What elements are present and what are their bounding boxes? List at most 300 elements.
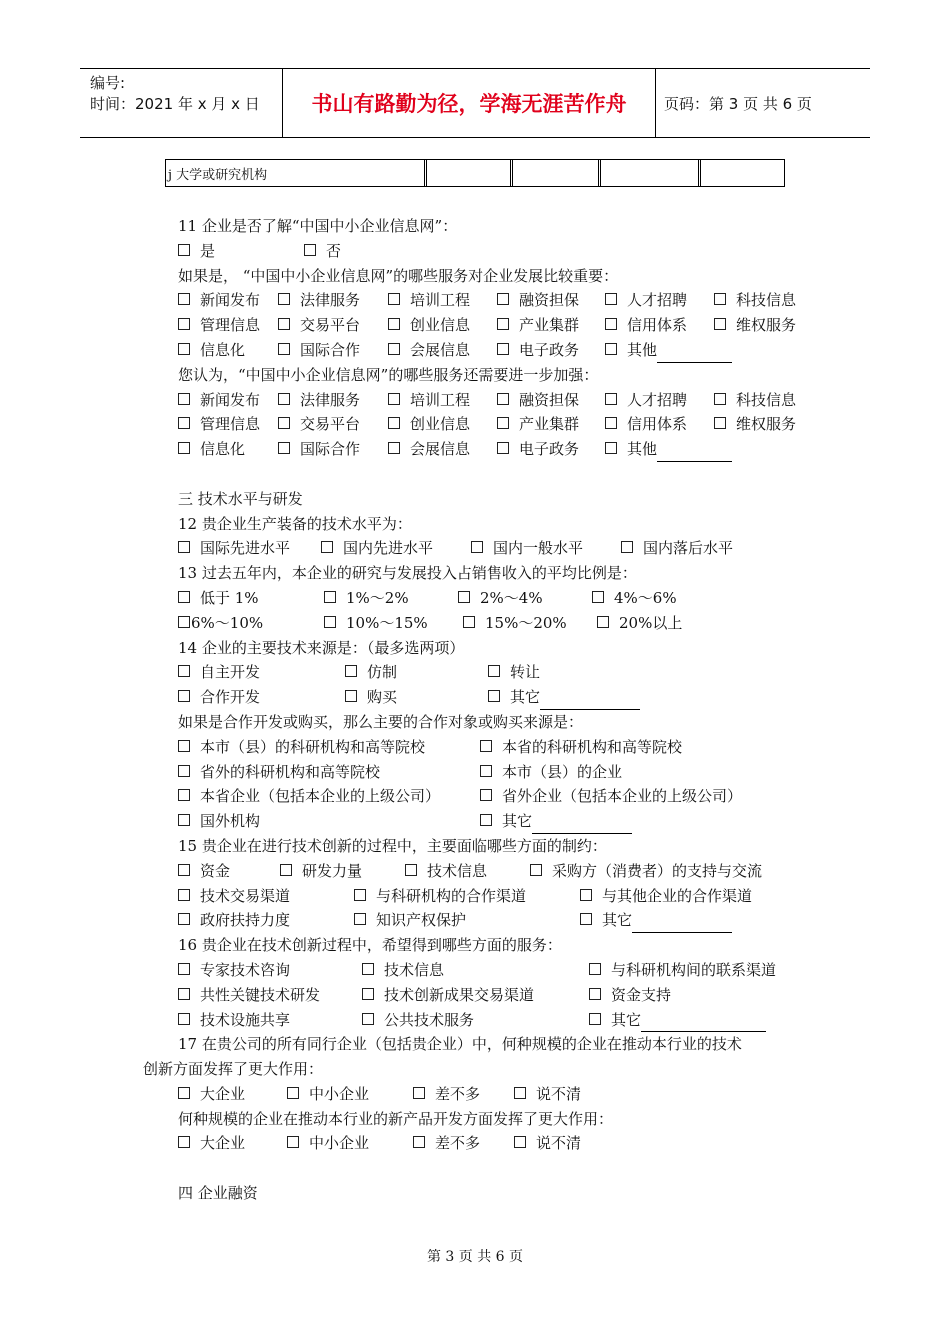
option-label: 会展信息 <box>410 340 471 359</box>
option-label: 法律服务 <box>300 390 361 409</box>
option-label: 培训工程 <box>410 390 471 409</box>
q15-options-row <box>143 859 823 884</box>
checkbox-option[interactable] <box>178 908 290 933</box>
q17-question-line1: 17 在贵公司的所有同行企业（包括贵企业）中，何种规模的企业在推动本行业的技术 <box>178 1035 742 1054</box>
checkbox[interactable] <box>514 1087 526 1099</box>
checkbox[interactable] <box>354 889 366 901</box>
checkbox[interactable] <box>488 665 500 677</box>
option-label: 2%～4% <box>480 588 543 607</box>
option-label: 技术信息 <box>384 960 445 979</box>
page-footer: 第 3 页 共 6 页 <box>426 1249 524 1265</box>
checkbox[interactable] <box>589 1013 601 1025</box>
checkbox[interactable] <box>178 740 190 752</box>
checkbox-option[interactable] <box>178 685 260 710</box>
table-cell <box>510 160 598 186</box>
checkbox[interactable] <box>497 393 509 405</box>
option-label: 管理信息 <box>200 415 261 434</box>
checkbox-option[interactable] <box>362 958 444 983</box>
option-label: 本市（县）的企业 <box>502 762 623 781</box>
checkbox-option[interactable] <box>388 338 470 363</box>
checkbox-option[interactable] <box>530 859 762 884</box>
services-row <box>143 288 823 313</box>
q15-question: 15 贵企业在进行技术创新的过程中，主要面临哪些方面的制约： <box>178 836 607 855</box>
q14-partners-row <box>143 760 823 785</box>
checkbox-option[interactable] <box>458 586 543 611</box>
option-label: 省外企业（包括本企业的上级公司） <box>502 787 743 806</box>
option-label: 专家技术咨询 <box>200 960 291 979</box>
checkbox[interactable] <box>592 591 604 603</box>
checkbox-option[interactable] <box>178 958 290 983</box>
checkbox-option[interactable] <box>321 536 433 561</box>
q14-partner-prompt: 如果是合作开发或购买，那么主要的合作对象或购买来源是： <box>178 712 584 731</box>
checkbox[interactable] <box>324 616 336 628</box>
checkbox-option[interactable] <box>354 884 526 909</box>
checkbox-option[interactable] <box>589 958 776 983</box>
checkbox[interactable] <box>362 963 374 975</box>
checkbox-option[interactable] <box>287 1131 369 1156</box>
table-cell <box>698 160 784 186</box>
checkbox[interactable] <box>178 889 190 901</box>
checkbox[interactable] <box>480 740 492 752</box>
checkbox-option[interactable] <box>388 388 470 413</box>
q13-options-row <box>143 586 823 611</box>
q11-strengthen-prompt: 您认为，“中国中小企业信息网”的哪些服务还需要进一步加强： <box>178 365 599 384</box>
option-label: 大企业 <box>200 1134 246 1153</box>
checkbox-option[interactable] <box>605 313 687 338</box>
option-label: 省外的科研机构和高等院校 <box>200 762 381 781</box>
checkbox[interactable] <box>530 864 542 876</box>
checkbox[interactable] <box>388 343 400 355</box>
checkbox-option[interactable] <box>621 536 733 561</box>
checkbox[interactable] <box>497 442 509 454</box>
services-row <box>143 313 823 338</box>
option-label: 差不多 <box>435 1084 481 1103</box>
fill-in-blank[interactable] <box>540 693 640 710</box>
checkbox[interactable] <box>605 393 617 405</box>
checkbox[interactable] <box>321 541 333 553</box>
checkbox-option[interactable] <box>589 1008 766 1033</box>
checkbox[interactable] <box>287 1136 299 1148</box>
checkbox[interactable] <box>388 442 400 454</box>
option-label: 会展信息 <box>410 440 471 459</box>
checkbox-option[interactable] <box>178 859 230 884</box>
checkbox[interactable] <box>714 318 726 330</box>
checkbox-option[interactable] <box>178 338 245 363</box>
checkbox-option[interactable] <box>413 1082 480 1107</box>
checkbox-option[interactable] <box>278 338 360 363</box>
option-label: 人才招聘 <box>627 291 688 310</box>
checkbox-option[interactable] <box>388 288 470 313</box>
fill-in-blank[interactable] <box>657 445 732 462</box>
q17-options <box>143 1082 823 1107</box>
q11-question: 11 企业是否了解“中国中小企业信息网”： <box>178 217 458 235</box>
checkbox-option[interactable] <box>388 313 470 338</box>
checkbox[interactable] <box>388 417 400 429</box>
checkbox[interactable] <box>178 293 190 305</box>
option-label: 管理信息 <box>200 316 261 335</box>
option-label: 信息化 <box>200 440 246 459</box>
checkbox[interactable] <box>354 913 366 925</box>
option-label: 信息化 <box>200 340 246 359</box>
checkbox[interactable] <box>178 1136 190 1148</box>
checkbox[interactable] <box>178 789 190 801</box>
checkbox-option[interactable] <box>178 1082 245 1107</box>
option-label: 科技信息 <box>736 291 797 310</box>
checkbox-option[interactable] <box>497 388 579 413</box>
number-label: 编号: <box>90 74 126 92</box>
checkbox-option[interactable] <box>514 1131 581 1156</box>
checkbox-option[interactable] <box>178 809 260 834</box>
checkbox-option[interactable] <box>178 288 260 313</box>
checkbox-option[interactable] <box>597 611 682 636</box>
checkbox[interactable] <box>488 690 500 702</box>
checkbox-option[interactable] <box>354 908 466 933</box>
section-3-title: 三 技术水平与研发 <box>178 489 303 508</box>
q14-partners-row <box>143 735 823 760</box>
q11-yes-option[interactable]: 是 <box>178 239 215 264</box>
option-label: 政府扶持力度 <box>200 911 291 930</box>
checkbox[interactable] <box>178 591 190 603</box>
checkbox[interactable] <box>178 343 190 355</box>
option-label: 转让 <box>510 663 541 682</box>
checkbox-option[interactable] <box>280 859 362 884</box>
option-label: 公共技术服务 <box>384 1010 475 1029</box>
checkbox[interactable] <box>178 393 190 405</box>
checkbox[interactable] <box>178 244 190 256</box>
checkbox[interactable] <box>178 541 190 553</box>
checkbox-option[interactable] <box>178 884 290 909</box>
q12-options <box>143 536 823 561</box>
services-row <box>143 412 823 437</box>
q14-question: 14 企业的主要技术来源是：（最多选两项） <box>178 638 465 657</box>
checkbox[interactable] <box>605 417 617 429</box>
option-label: 信用体系 <box>627 415 688 434</box>
checkbox-option[interactable] <box>178 735 425 760</box>
checkbox[interactable] <box>458 591 470 603</box>
checkbox-option[interactable] <box>497 437 579 462</box>
checkbox-option[interactable] <box>178 784 440 809</box>
table-cell <box>424 160 510 186</box>
checkbox-option[interactable] <box>178 983 320 1008</box>
fill-in-blank[interactable] <box>657 346 732 363</box>
checkbox-option[interactable] <box>362 983 534 1008</box>
option-label: 资金 <box>200 861 231 880</box>
option-label: 人才招聘 <box>627 390 688 409</box>
checkbox-option[interactable] <box>714 388 796 413</box>
option-label: 法律服务 <box>300 291 361 310</box>
checkbox[interactable] <box>324 591 336 603</box>
fill-in-blank[interactable] <box>632 916 732 933</box>
questionnaire-body <box>143 214 823 1206</box>
checkbox-option[interactable] <box>497 338 579 363</box>
checkbox-option[interactable] <box>362 1008 474 1033</box>
checkbox-option[interactable] <box>178 660 260 685</box>
checkbox-option[interactable] <box>514 1082 581 1107</box>
option-label: 仿制 <box>367 663 398 682</box>
q16-options-row <box>143 983 823 1008</box>
option-label: 低于 1% <box>200 588 259 607</box>
checkbox[interactable] <box>714 417 726 429</box>
checkbox-option[interactable] <box>278 288 360 313</box>
checkbox-option[interactable] <box>488 660 540 685</box>
checkbox-option[interactable] <box>497 412 579 437</box>
option-label: 说不清 <box>536 1084 582 1103</box>
option-label: 6%～10% <box>191 613 264 632</box>
table-row-label: j 大学或研究机构 <box>168 168 268 183</box>
checkbox[interactable] <box>388 293 400 305</box>
checkbox[interactable] <box>178 1013 190 1025</box>
carryover-table-row <box>165 159 785 187</box>
checkbox[interactable] <box>278 393 290 405</box>
services-row <box>143 437 823 462</box>
checkbox-option[interactable] <box>413 1131 480 1156</box>
checkbox-option[interactable] <box>178 536 290 561</box>
checkbox-option[interactable] <box>178 412 260 437</box>
option-label: 资金支持 <box>611 985 672 1004</box>
option-label: 新闻发布 <box>200 390 261 409</box>
option-label: 维权服务 <box>736 415 797 434</box>
checkbox[interactable] <box>413 1087 425 1099</box>
checkbox-option[interactable] <box>580 884 752 909</box>
checkbox-option[interactable] <box>287 1082 369 1107</box>
option-label: 融资担保 <box>519 390 580 409</box>
option-label: 中小企业 <box>309 1084 370 1103</box>
checkbox[interactable] <box>178 765 190 777</box>
checkbox-option[interactable] <box>178 388 260 413</box>
checkbox[interactable] <box>621 541 633 553</box>
checkbox[interactable] <box>278 343 290 355</box>
checkbox-option[interactable] <box>278 437 360 462</box>
option-label: 电子政务 <box>519 340 580 359</box>
fill-in-blank[interactable] <box>532 817 632 834</box>
checkbox[interactable] <box>178 988 190 1000</box>
option-label: 产业集群 <box>519 415 580 434</box>
checkbox-option[interactable] <box>714 288 796 313</box>
checkbox-option[interactable] <box>178 611 263 636</box>
checkbox[interactable] <box>345 690 357 702</box>
checkbox-option[interactable] <box>605 338 732 363</box>
checkbox-option[interactable] <box>345 660 397 685</box>
option-label: 新闻发布 <box>200 291 261 310</box>
page-header <box>80 68 870 138</box>
checkbox-option[interactable] <box>278 313 360 338</box>
checkbox[interactable] <box>471 541 483 553</box>
option-label: 大企业 <box>200 1084 246 1103</box>
checkbox[interactable] <box>580 913 592 925</box>
option-label: 国际合作 <box>300 440 361 459</box>
checkbox-option[interactable] <box>480 784 742 809</box>
checkbox-option[interactable] <box>589 983 671 1008</box>
checkbox[interactable] <box>178 1087 190 1099</box>
q14-options-row <box>143 660 823 685</box>
checkbox[interactable] <box>178 913 190 925</box>
option-label: 中小企业 <box>309 1134 370 1153</box>
checkbox[interactable] <box>178 690 190 702</box>
option-label: 国内落后水平 <box>643 539 734 558</box>
q17-question-line2: 创新方面发挥了更大作用： <box>143 1060 324 1079</box>
header-motto: 书山有路勤为径，学海无涯苦作舟 <box>283 69 656 137</box>
checkbox[interactable] <box>362 988 374 1000</box>
option-label: 电子政务 <box>519 440 580 459</box>
option-label: 信用体系 <box>627 316 688 335</box>
q16-options-row <box>143 958 823 983</box>
checkbox[interactable] <box>597 616 609 628</box>
checkbox[interactable] <box>178 442 190 454</box>
option-label: 共性关键技术研发 <box>200 985 321 1004</box>
checkbox-option[interactable] <box>178 313 260 338</box>
checkbox[interactable] <box>605 318 617 330</box>
option-label: 其它 <box>510 688 541 707</box>
checkbox[interactable] <box>178 963 190 975</box>
q16-options-row <box>143 1008 823 1033</box>
checkbox-option[interactable] <box>278 388 360 413</box>
checkbox[interactable] <box>287 1087 299 1099</box>
checkbox[interactable] <box>304 244 316 256</box>
checkbox[interactable] <box>178 665 190 677</box>
checkbox[interactable] <box>345 665 357 677</box>
checkbox[interactable] <box>605 442 617 454</box>
checkbox-option[interactable] <box>178 586 259 611</box>
checkbox[interactable] <box>714 393 726 405</box>
checkbox-option[interactable] <box>605 437 732 462</box>
checkbox[interactable] <box>480 789 492 801</box>
checkbox[interactable] <box>580 889 592 901</box>
checkbox-option[interactable] <box>178 437 245 462</box>
option-label: 科技信息 <box>736 390 797 409</box>
checkbox[interactable] <box>714 293 726 305</box>
checkbox[interactable] <box>388 318 400 330</box>
option-label: 技术交易渠道 <box>200 886 291 905</box>
checkbox-option[interactable] <box>714 412 796 437</box>
checkbox-option[interactable] <box>178 760 380 785</box>
checkbox[interactable] <box>178 814 190 826</box>
section-4-title: 四 企业融资 <box>178 1184 258 1203</box>
checkbox-option[interactable] <box>345 685 397 710</box>
checkbox[interactable] <box>278 442 290 454</box>
option-label: 采购方（消费者）的支持与交流 <box>552 861 763 880</box>
checkbox-option[interactable] <box>324 611 428 636</box>
checkbox[interactable] <box>405 864 417 876</box>
services-row <box>143 338 823 363</box>
option-label: 国际合作 <box>300 340 361 359</box>
q14-partners-row <box>143 784 823 809</box>
q15-options-row <box>143 908 823 933</box>
checkbox[interactable] <box>605 293 617 305</box>
checkbox-option[interactable] <box>580 908 732 933</box>
option-label: 交易平台 <box>300 415 361 434</box>
checkbox[interactable] <box>362 1013 374 1025</box>
option-label: 国际先进水平 <box>200 539 291 558</box>
checkbox-option[interactable] <box>388 437 470 462</box>
checkbox[interactable] <box>278 293 290 305</box>
checkbox[interactable] <box>514 1136 526 1148</box>
option-label: 差不多 <box>435 1134 481 1153</box>
option-label: 国外机构 <box>200 812 261 831</box>
checkbox[interactable] <box>589 963 601 975</box>
checkbox[interactable] <box>480 765 492 777</box>
option-label: 交易平台 <box>300 316 361 335</box>
option-label: 技术创新成果交易渠道 <box>384 985 535 1004</box>
q11-no-option[interactable]: 否 <box>304 239 341 264</box>
checkbox-option[interactable] <box>488 685 640 710</box>
checkbox-option[interactable] <box>497 288 579 313</box>
checkbox[interactable] <box>589 988 601 1000</box>
q17-question2: 何种规模的企业在推动本行业的新产品开发方面发挥了更大作用： <box>178 1109 614 1128</box>
checkbox-option[interactable] <box>605 412 687 437</box>
checkbox-option[interactable] <box>178 1131 245 1156</box>
checkbox-option[interactable] <box>463 611 567 636</box>
option-label: 合作开发 <box>200 688 261 707</box>
option-label: 4%～6% <box>614 588 677 607</box>
option-label: 培训工程 <box>410 291 471 310</box>
checkbox-option[interactable] <box>471 536 583 561</box>
fill-in-blank[interactable] <box>641 1015 766 1032</box>
checkbox[interactable] <box>388 393 400 405</box>
option-label: 本市（县）的科研机构和高等院校 <box>200 737 426 756</box>
option-label: 自主开发 <box>200 663 261 682</box>
checkbox[interactable] <box>178 864 190 876</box>
checkbox[interactable] <box>497 417 509 429</box>
option-label: 购买 <box>367 688 398 707</box>
option-label: 技术设施共享 <box>200 1010 291 1029</box>
checkbox[interactable] <box>178 417 190 429</box>
checkbox[interactable] <box>178 616 190 628</box>
checkbox-option[interactable] <box>497 313 579 338</box>
checkbox-option[interactable] <box>405 859 487 884</box>
table-cell <box>598 160 698 186</box>
checkbox[interactable] <box>480 814 492 826</box>
checkbox-option[interactable] <box>178 1008 290 1033</box>
checkbox[interactable] <box>497 318 509 330</box>
option-label: 与科研机构间的联系渠道 <box>611 960 777 979</box>
q14-partners-row <box>143 809 823 834</box>
option-label: 研发力量 <box>302 861 363 880</box>
checkbox-option[interactable] <box>480 735 682 760</box>
checkbox-option[interactable] <box>324 586 409 611</box>
checkbox[interactable] <box>278 318 290 330</box>
checkbox-option[interactable] <box>605 388 687 413</box>
q15-options-row <box>143 884 823 909</box>
checkbox[interactable] <box>605 343 617 355</box>
checkbox[interactable] <box>278 417 290 429</box>
checkbox[interactable] <box>497 343 509 355</box>
option-label: 其他 <box>627 440 658 459</box>
option-label: 15%～20% <box>485 613 567 632</box>
checkbox[interactable] <box>463 616 475 628</box>
checkbox-option[interactable] <box>278 412 360 437</box>
q14-options-row <box>143 685 823 710</box>
option-label: 本省的科研机构和高等院校 <box>502 737 683 756</box>
checkbox-option[interactable] <box>480 760 622 785</box>
option-label: 维权服务 <box>736 316 797 335</box>
checkbox[interactable] <box>413 1136 425 1148</box>
checkbox-option[interactable] <box>592 586 677 611</box>
checkbox-option[interactable] <box>480 809 632 834</box>
checkbox-option[interactable] <box>388 412 470 437</box>
header-meta <box>80 69 283 137</box>
q16-question: 16 贵企业在技术创新过程中，希望得到哪些方面的服务： <box>178 936 562 955</box>
option-label: 其它 <box>611 1010 642 1029</box>
option-label: 国内一般水平 <box>493 539 584 558</box>
checkbox[interactable] <box>497 293 509 305</box>
checkbox-option[interactable] <box>605 288 687 313</box>
checkbox[interactable] <box>280 864 292 876</box>
option-label: 本省企业（包括本企业的上级公司） <box>200 787 441 806</box>
q13-question: 13 过去五年内，本企业的研究与发展投入占销售收入的平均比例是： <box>178 564 637 583</box>
checkbox-option[interactable] <box>714 313 796 338</box>
checkbox[interactable] <box>178 318 190 330</box>
q11-yes-no <box>143 239 823 264</box>
